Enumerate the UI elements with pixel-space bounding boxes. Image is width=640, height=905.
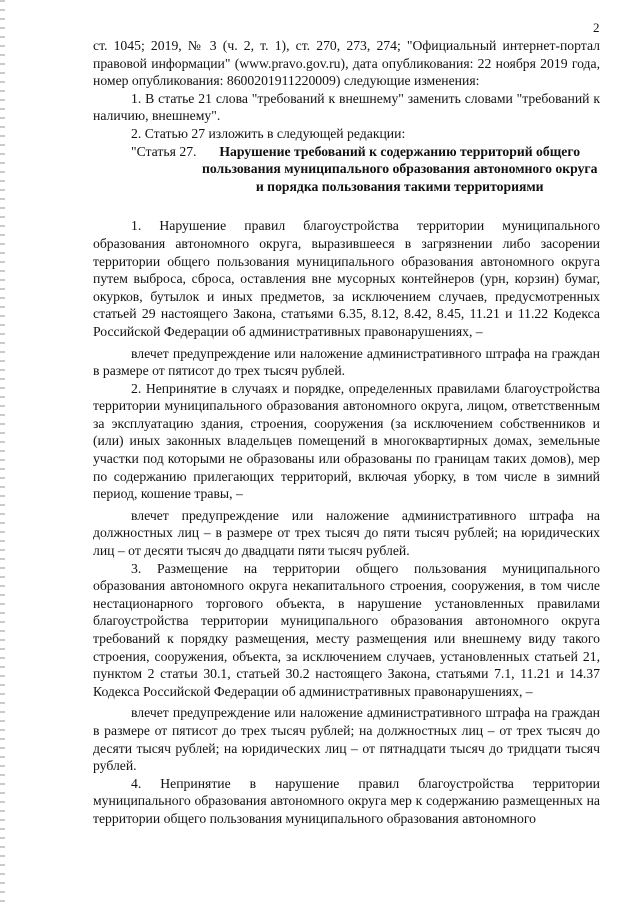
document-body (93, 37, 600, 828)
paragraph-1: 1. Нарушение правил благоустройства территории муниципального образования автономного округа, выразившееся в загрязнении либо засорении территории общего пользования муниципального образования автономного округа путем выброса, сброса, оставления вне мусорных контейнеров (урн, корзин) бумаг, окурков, бутылок и иных предметов, за исключением случаев, предусмотренных статьей 29 настоящего Закона, статьями 6.35, 8.12, 8.42, 8.45, 11.21 и 11.22 Кодекса Российской Федерации об административных правонарушениях, – (93, 218, 600, 339)
paragraph-4: 4. Непринятие в нарушение правил благоустройства территории муниципального образования автономного округа мер к содержанию размещенных на территории общего пользования муниципального образования автономного (93, 775, 600, 826)
article-title (93, 143, 600, 196)
intro-paragraph-3: 2. Статью 27 изложить в следующей редакции: (131, 125, 406, 141)
intro-paragraph-1: ст. 1045; 2019, № 3 (ч. 2, т. 1), ст. 270, 273, 274; "Официальный интернет-портал правовой информации" (www.pravo.gov.ru), дата опубликования: 22 ноября 2019 года, номер опубликования: 8600201911220009) следующие изменения: (93, 38, 600, 89)
paragraph-3: 3. Размещение на территории общего пользования муниципального образования автономного округа некапитального строения, сооружения, в том числе нестационарного торгового объекта, в нарушение установленных правилами благоустройства территории муниципального образования автономного округа требований к порядку размещения, месту размещения или внешнему виду такого строения, сооружения, объекта, за исключением случаев, установленных статьей 21, пунктом 2 статьи 30.1, статьей 30.2 настоящего Закона, статьями 7.1, 11.21 и 14.37 Кодекса Российской Федерации об административных правонарушениях, – (93, 560, 600, 699)
paragraph-1-penalty: влечет предупреждение или наложение административного штрафа на граждан в размере от пятисот до трех тысяч рублей. (93, 345, 600, 379)
paragraph-2-penalty: влечет предупреждение или наложение административного штрафа на должностных лиц – в размере от трех тысяч до пяти тысяч рублей; на юридических лиц – от десяти тысяч до двадцати пяти тысяч рублей. (93, 507, 600, 559)
spacer (93, 195, 600, 217)
page-number: 2 (593, 20, 600, 35)
paragraph-3-penalty: влечет предупреждение или наложение административного штрафа на граждан в размере от пятисот до трех тысяч рублей; на должностных лиц – от трех тысяч до десяти тысяч рублей; на юридических лиц – от пятнадцати тысяч до тридцати тысяч рублей. (93, 705, 600, 774)
article-prefix: "Статья 27. (131, 143, 197, 159)
article-heading: Нарушение требований к содержанию территорий общего пользования муниципального образования автономного округа и порядка пользования такими территориями (201, 143, 598, 194)
scan-edge (0, 0, 5, 905)
paragraph-2: 2. Непринятие в случаях и порядке, определенных правилами благоустройства территории муниципального образования автономного округа, лицом, ответственным за эксплуатацию здания, строения, сооружения (за исключением собственников и (или) иных законных владельцев помещений в многоквартирных домах, земельные участки под которыми не образованы или образованы по границам таких домов), мер по содержанию прилегающих территорий, включая уборку, в том числе в зимний период, кошение травы, – (93, 380, 600, 502)
intro-paragraph-2: 1. В статье 21 слова "требований к внешнему" заменить словами "требований к наличию, внешнему". (93, 90, 600, 124)
